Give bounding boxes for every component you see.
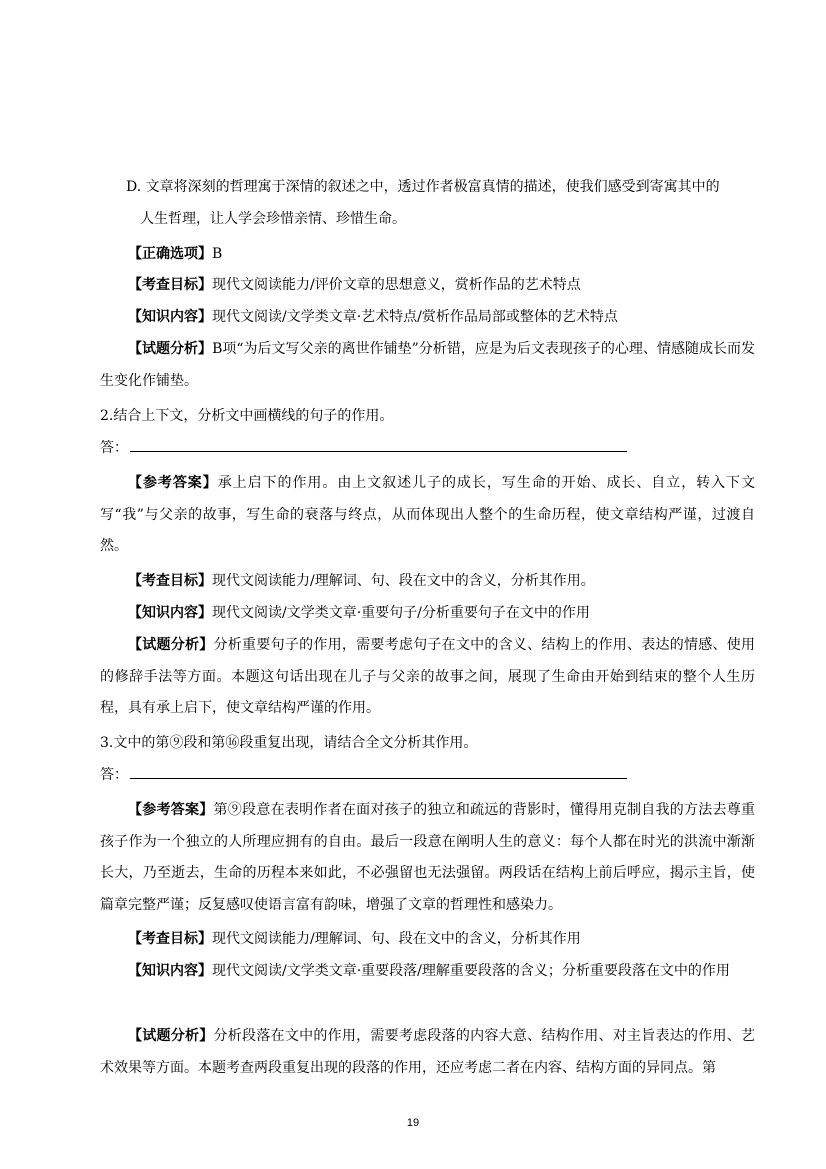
q3-knowledge: [100, 956, 755, 988]
target-label: 【考查目标】: [128, 277, 212, 293]
option-d-line2: 人生哲理，让人学会珍惜亲情、珍惜生命。: [140, 211, 406, 227]
answer-line[interactable]: [130, 437, 627, 452]
q1-knowledge: [100, 302, 755, 334]
reference-answer-value: 承上启下的作用。由上文叙述儿子的成长，写生命的开始、成长、自立，转入下文写“我”与父亲的故事，写生命的衰落与终点，从而体现出人整个的生命历程，使文章结构严谨，过渡自然。: [100, 475, 756, 554]
knowledge-label: 【知识内容】: [128, 309, 212, 325]
q2-analysis: [100, 630, 755, 725]
knowledge-value: 现代文阅读/文学类文章·重要段落/理解重要段落的含义；分析重要段落在文中的作用: [212, 963, 730, 979]
analysis-label: 【试题分析】: [128, 637, 214, 653]
knowledge-value: 现代文阅读/文学类文章·艺术特点/赏析作品局部或整体的艺术特点: [212, 309, 618, 325]
target-value: 现代文阅读能力/理解词、句、段在文中的含义，分析其作用: [212, 931, 581, 947]
analysis-label: 【试题分析】: [128, 341, 213, 357]
q2-knowledge: [100, 598, 755, 630]
q2-answer-field: [100, 433, 755, 465]
q3-answer-field: [100, 760, 755, 792]
reference-answer-label: 【参考答案】: [128, 802, 214, 818]
q1-correct-option: [100, 239, 755, 271]
q1-target: [100, 270, 755, 302]
q3-question: 3.文中的第⑨段和第⑯段重复出现，请结合全文分析其作用。: [100, 735, 478, 751]
q3-reference-answer: [100, 795, 755, 921]
analysis-label: 【试题分析】: [128, 1028, 214, 1044]
knowledge-label: 【知识内容】: [128, 963, 212, 979]
target-label: 【考查目标】: [128, 573, 212, 589]
reference-answer-label: 【参考答案】: [128, 475, 218, 491]
page-number: 19: [406, 1117, 420, 1129]
reference-answer-value: 第⑨段意在表明作者在面对孩子的独立和疏远的背影时，懂得用克制自我的方法去尊重孩子作为一个独立的人所理应拥有的自由。最后一段意在阐明人生的意义：每个人都在时光的洪流中渐渐长大，乃至逝去，生命的历程本来如此，不必强留也无法强留。两段话在结构上前后呼应，揭示主旨，使篇章完整严谨；反复感叹使语言富有韵味，增强了文章的哲理性和感染力。: [100, 802, 756, 913]
q1-analysis: [100, 334, 755, 397]
target-value: 现代文阅读能力/理解词、句、段在文中的含义，分析其作用。: [212, 573, 595, 589]
target-value: 现代文阅读能力/评价文章的思想意义，赏析作品的艺术特点: [212, 277, 581, 293]
q3-target: [100, 924, 755, 956]
q2-reference-answer: [100, 468, 755, 563]
correct-option-value: B: [212, 246, 223, 262]
correct-option-label: 【正确选项】: [128, 246, 212, 262]
option-d-line1: D. 文章将深刻的哲理寓于深情的叙述之中，透过作者极富真情的描述，使我们感受到寄寓其中的: [126, 179, 720, 195]
q2-question: 2.结合上下文，分析文中画横线的句子的作用。: [100, 408, 394, 424]
analysis-value: 分析重要句子的作用，需要考虑句子在文中的含义、结构上的作用、表达的情感、使用的修辞手法等方面。本题这句话出现在儿子与父亲的故事之间，展现了生命由开始到结束的整个人生历程，具有承上启下，使文章结构严谨的作用。: [100, 637, 756, 716]
answer-prefix: 答：: [100, 440, 128, 456]
analysis-value: B项“为后文写父亲的离世作铺垫”分析错，应是为后文表现孩子的心理、情感随成长而发生变化作铺垫。: [100, 341, 756, 389]
q2-target: [100, 566, 755, 598]
target-label: 【考查目标】: [128, 931, 212, 947]
q3-analysis: [100, 1021, 755, 1084]
answer-line[interactable]: [130, 764, 627, 779]
knowledge-value: 现代文阅读/文学类文章·重要句子/分析重要句子在文中的作用: [212, 605, 590, 621]
knowledge-label: 【知识内容】: [128, 605, 212, 621]
answer-prefix: 答：: [100, 767, 128, 783]
analysis-value: 分析段落在文中的作用，需要考虑段落的内容大意、结构作用、对主旨表达的作用、艺术效果等方面。本题考查两段重复出现的段落的作用，还应考虑二者在内容、结构方面的异同点。第: [100, 1028, 756, 1076]
